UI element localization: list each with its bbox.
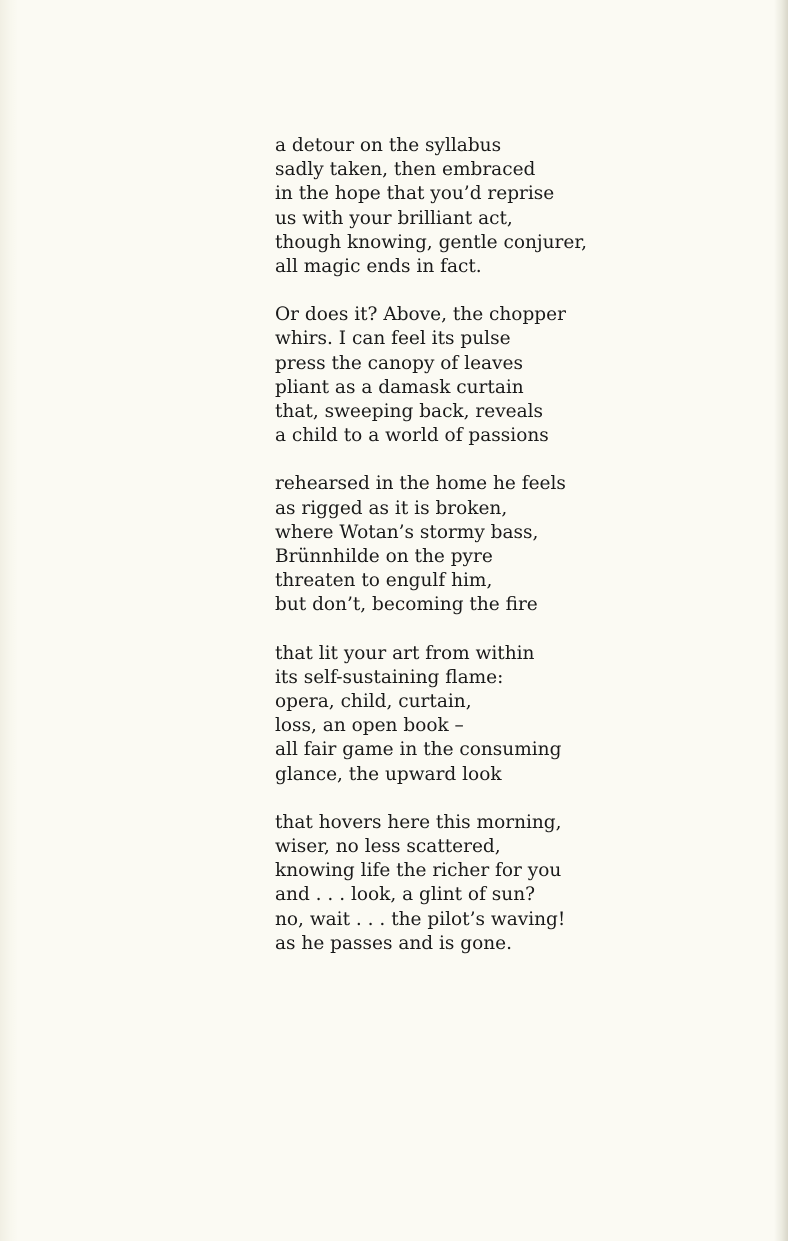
poem-line: no, wait . . . the pilot’s waving! [275, 908, 566, 930]
poem-line: press the canopy of leaves [275, 352, 523, 374]
poem-line: its self-sustaining flame: [275, 666, 504, 688]
poem-line: in the hope that you’d reprise [275, 183, 555, 205]
poem-line: knowing life the richer for you [275, 860, 562, 882]
page-gutter-shadow [0, 0, 18, 1241]
stanza [275, 303, 695, 448]
poem-line: threaten to engulf him, [275, 570, 493, 592]
poem-text [275, 134, 695, 980]
poem-line: that lit your art from within [275, 642, 535, 664]
poem-line: glance, the upward look [275, 763, 502, 785]
stanza [275, 642, 695, 787]
poem-line: all fair game in the consuming [275, 739, 562, 761]
poem-line: opera, child, curtain, [275, 691, 472, 713]
poem-line: rehearsed in the home he feels [275, 473, 566, 495]
poem-line: all magic ends in fact. [275, 256, 482, 278]
poem-line: whirs. I can feel its pulse [275, 328, 511, 350]
poem-line: where Wotan’s stormy bass, [275, 521, 539, 543]
poem-line: pliant as a damask curtain [275, 376, 524, 398]
page-edge-shadow [774, 0, 788, 1241]
poem-line: though knowing, gentle conjurer, [275, 231, 588, 253]
stanza [275, 472, 695, 617]
stanza [275, 134, 695, 279]
poem-line: a detour on the syllabus [275, 135, 502, 156]
poem-line: that, sweeping back, reveals [275, 401, 544, 423]
poem-line: loss, an open book – [275, 715, 464, 737]
poem-line: wiser, no less scattered, [275, 836, 501, 858]
stanza [275, 811, 695, 956]
poem-line: as rigged as it is broken, [275, 497, 508, 519]
poem-line: Brünnhilde on the pyre [275, 546, 493, 568]
poem-line: Or does it? Above, the chopper [275, 304, 566, 326]
poem-line: sadly taken, then embraced [275, 159, 536, 181]
poem-line: that hovers here this morning, [275, 811, 562, 833]
poem-line: and . . . look, a glint of sun? [275, 884, 536, 906]
poem-line: as he passes and is gone. [275, 932, 513, 954]
poem-line: a child to a world of passions [275, 425, 549, 447]
poem-line: but don’t, becoming the fire [275, 594, 538, 616]
poem-line: us with your brilliant act, [275, 207, 513, 229]
